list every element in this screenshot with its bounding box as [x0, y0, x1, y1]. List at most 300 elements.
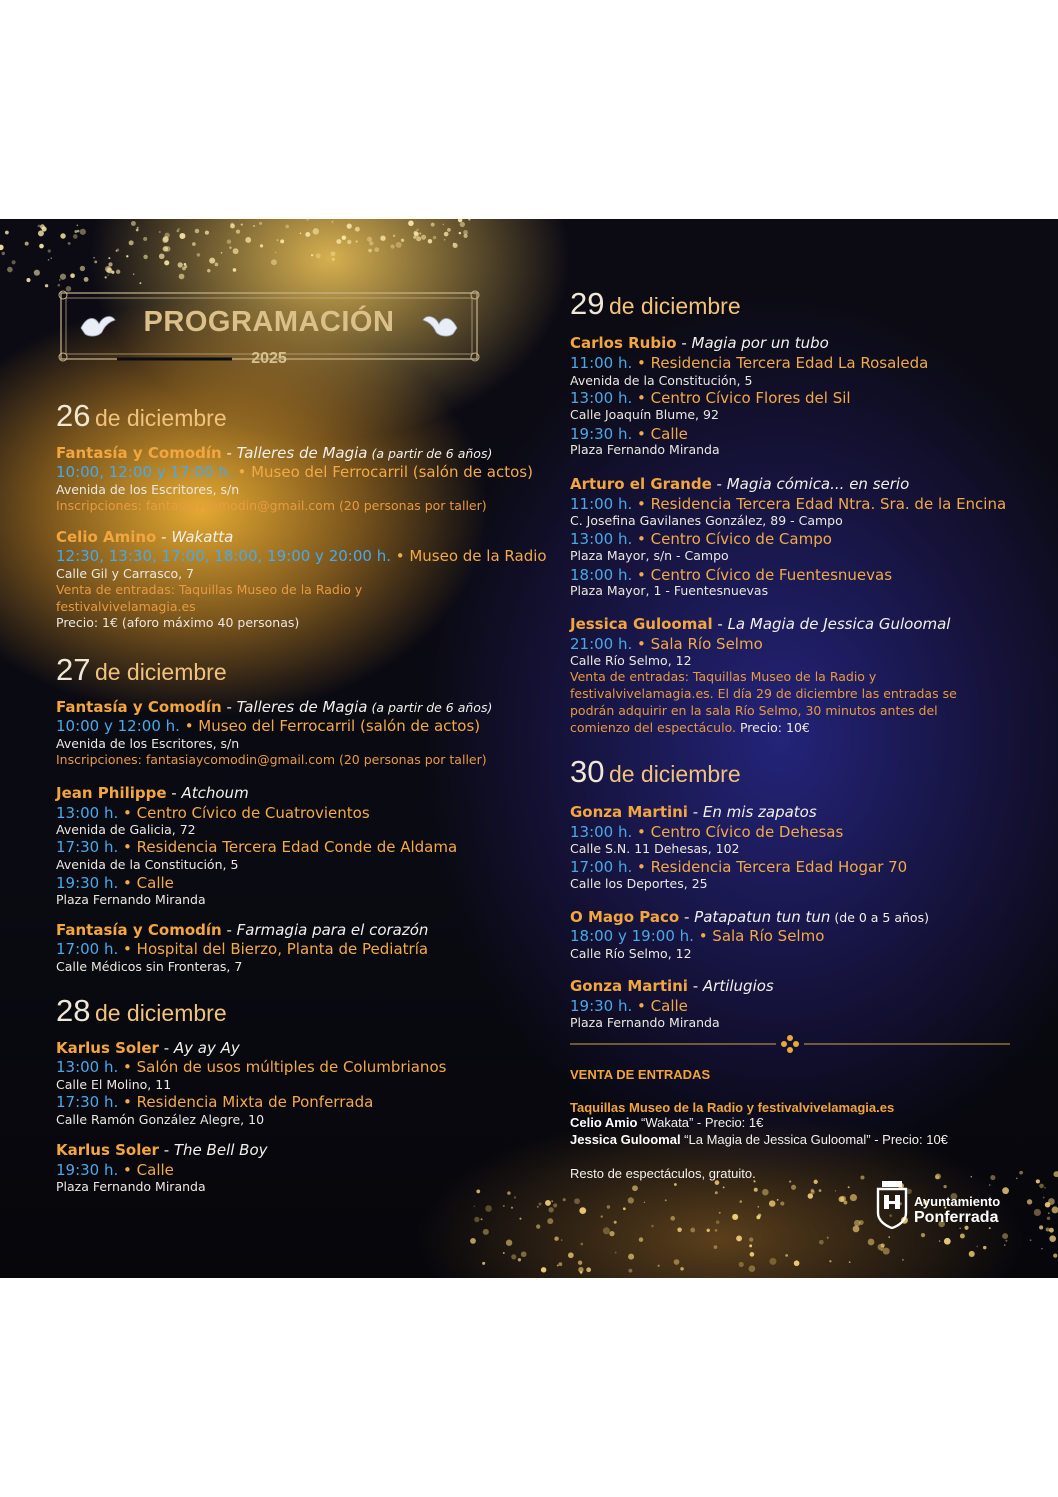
- event-time: 17:00 h. • Hospital del Bierzo, Planta de Pediatría: [56, 940, 429, 958]
- event-title: Karlus Soler - Ay ay Ay: [56, 1039, 240, 1057]
- sparkle-dot: [197, 253, 201, 257]
- sparkle-dot: [313, 228, 319, 234]
- sparkle-dot: [253, 225, 255, 227]
- sparkle-dot: [433, 236, 436, 239]
- event-title: Jessica Guloomal - La Magia de Jessica Guloomal: [570, 615, 951, 633]
- sparkle-dot: [859, 1220, 864, 1225]
- sparkle-dot: [259, 222, 262, 225]
- sparkle-dot: [944, 1238, 951, 1245]
- sparkle-dot: [628, 1254, 634, 1260]
- event-info: festivalvivelamagia.es. El día 29 de diciembre las entradas se: [570, 686, 957, 701]
- sparkle-dot: [860, 1175, 864, 1179]
- sparkle-dot: [1047, 1217, 1050, 1220]
- event-time: 13:00 h. • Centro Cívico de Campo: [570, 530, 832, 548]
- sparkle-dot: [45, 284, 48, 287]
- sparkle-dot: [586, 1267, 591, 1272]
- sparkle-dot: [331, 221, 333, 223]
- sparkle-dot: [460, 222, 465, 227]
- sparkle-dot: [601, 1215, 603, 1217]
- sparkle-dot: [547, 1218, 553, 1224]
- sparkle-dot: [749, 1237, 753, 1241]
- sparkle-dot: [615, 1252, 617, 1254]
- sparkle-dot: [723, 1187, 725, 1189]
- event-address: Calle Joaquín Blume, 92: [570, 407, 719, 422]
- sparkle-dot: [474, 1217, 479, 1222]
- event-time: 10:00 y 12:00 h. • Museo del Ferrocarril (salón de actos): [56, 717, 481, 735]
- sparkle-dot: [840, 1196, 846, 1202]
- sparkle-dot: [331, 251, 336, 256]
- day-heading-26: 26 de diciembre: [56, 398, 227, 433]
- sparkle-dot: [976, 1246, 978, 1248]
- sparkle-dot: [789, 1181, 791, 1183]
- sparkle-dot: [48, 259, 50, 261]
- sparkle-dot: [393, 234, 396, 237]
- sparkle-dot: [205, 231, 209, 235]
- sparkle-dot: [305, 232, 310, 237]
- sparkle-dot: [416, 236, 421, 241]
- sparkle-dot: [989, 1227, 991, 1229]
- sparkle-dot: [60, 233, 65, 238]
- sparkle-dot: [1049, 1228, 1054, 1233]
- event-address: Calle Médicos sin Fronteras, 7: [56, 959, 243, 974]
- sparkle-dot: [558, 1262, 562, 1266]
- sparkle-dot: [229, 247, 231, 249]
- event-time: 18:00 y 19:00 h. • Sala Río Selmo: [570, 927, 825, 945]
- event-time: 13:00 h. • Salón de usos múltiples de Columbrianos: [56, 1058, 447, 1076]
- event-address: Plaza Fernando Miranda: [56, 892, 206, 907]
- event-time: 19:30 h. • Calle: [56, 874, 174, 892]
- event-address: Avenida de la Constitución, 5: [56, 857, 239, 872]
- sparkle-dot: [277, 239, 279, 241]
- sparkle-dot: [959, 1228, 960, 1229]
- event-info: Inscripciones: fantasiaycomodin@gmail.com (20 personas por taller): [56, 498, 487, 513]
- sparkle-dot: [347, 224, 352, 229]
- sparkle-dot: [416, 229, 418, 231]
- sparkle-dot: [749, 1265, 756, 1272]
- sparkle-dot: [674, 1259, 680, 1265]
- sparkle-dot: [93, 257, 94, 258]
- sparkle-dot: [25, 242, 29, 246]
- event-address: C. Josefina Gavilanes González, 89 - Campo: [570, 513, 843, 528]
- sparkle-dot: [503, 1205, 505, 1207]
- sparkle-dot: [827, 1237, 829, 1239]
- sparkle-dot: [553, 1203, 557, 1207]
- sparkle-dot: [307, 219, 309, 221]
- sparkle-dot: [431, 223, 435, 227]
- sparkle-dot: [470, 1238, 476, 1244]
- event-time: 17:30 h. • Residencia Tercera Edad Conde de Aldama: [56, 838, 458, 856]
- sparkle-dot: [245, 237, 251, 243]
- sparkle-dot: [990, 1175, 995, 1180]
- sparkle-dot: [888, 1236, 890, 1238]
- sparkle-dot: [614, 1221, 617, 1224]
- sparkle-dot: [848, 1186, 850, 1188]
- sparkle-dot: [70, 273, 75, 278]
- sparkle-dot: [850, 1194, 857, 1201]
- sparkle-dot: [971, 1176, 972, 1177]
- sparkle-dot: [960, 1234, 965, 1239]
- sparkle-dot: [280, 239, 284, 243]
- tickets-heading: VENTA DE ENTRADAS: [570, 1067, 711, 1082]
- sparkle-dot: [758, 1214, 761, 1217]
- sparkle-dot: [5, 231, 9, 235]
- event-time: 21:00 h. • Sala Río Selmo: [570, 635, 763, 653]
- event-address: Plaza Fernando Miranda: [56, 1179, 206, 1194]
- sparkle-dot: [519, 1218, 521, 1220]
- sparkle-dot: [444, 239, 446, 241]
- sparkle-dot: [579, 1207, 586, 1214]
- sparkle-dot: [1036, 1179, 1040, 1183]
- logo-text: Ponferrada: [914, 1209, 999, 1226]
- sparkle-dot: [607, 1205, 610, 1208]
- sparkle-dot: [580, 1243, 583, 1246]
- event-address: Avenida de los Escritores, s/n: [56, 736, 240, 751]
- sparkle-dot: [131, 221, 136, 226]
- sparkle-dot: [39, 244, 44, 249]
- sparkle-dot: [503, 1252, 505, 1254]
- sparkle-dot: [444, 232, 449, 237]
- sparkle-dot: [541, 1267, 546, 1272]
- sparkle-dot: [1048, 1213, 1049, 1214]
- sparkle-dot: [209, 258, 215, 264]
- sparkle-dot: [819, 1189, 822, 1192]
- event-info: Inscripciones: fantasiaycomodin@gmail.com (20 personas por taller): [56, 752, 487, 767]
- sparkle-dot: [368, 249, 372, 253]
- event-time: 13:00 h. • Centro Cívico Flores del Sil: [570, 389, 851, 407]
- sparkle-dot: [921, 1233, 925, 1237]
- sparkle-dot: [336, 239, 341, 244]
- sparkle-dot: [1005, 1240, 1007, 1242]
- sparkle-dot: [271, 259, 277, 265]
- day-heading-27: 27 de diciembre: [56, 652, 227, 687]
- event-time: 19:30 h. • Calle: [570, 997, 688, 1015]
- sparkle-dot: [670, 1216, 675, 1221]
- sparkle-dot: [1044, 1187, 1046, 1189]
- city-crest-icon: [874, 1179, 910, 1229]
- sparkle-dot: [1053, 1254, 1057, 1258]
- sparkle-dot: [80, 266, 85, 271]
- program-poster: [0, 219, 1058, 1278]
- sparkle-dot: [159, 253, 165, 259]
- sparkle-dot: [749, 1244, 752, 1247]
- sparkle-dot: [574, 1198, 580, 1204]
- event-address: Calle Río Selmo, 12: [570, 653, 692, 668]
- sparkle-dot: [551, 1200, 553, 1202]
- sparkle-dot: [740, 1200, 743, 1203]
- sparkle-dot: [355, 240, 357, 242]
- event-address: Calle Río Selmo, 12: [570, 946, 692, 961]
- day-heading-30: 30 de diciembre: [570, 754, 741, 789]
- sparkle-dot: [139, 282, 141, 284]
- sparkle-dot: [1002, 1187, 1009, 1194]
- sparkle-dot: [0, 245, 4, 251]
- sparkle-dot: [77, 224, 79, 226]
- sparkle-dot: [762, 1189, 769, 1196]
- event-address: Calle El Molino, 11: [56, 1077, 172, 1092]
- event-title: Arturo el Grande - Magia cómica... en serio: [570, 475, 910, 493]
- sparkle-dot: [714, 1245, 718, 1249]
- sparkle-dot: [221, 252, 223, 254]
- sparkle-dot: [179, 274, 185, 280]
- sparkle-dot: [536, 1224, 540, 1228]
- sparkle-dot: [628, 1269, 632, 1273]
- sparkle-dot: [785, 1254, 788, 1257]
- sparkle-dot: [74, 230, 77, 233]
- sparkle-dot: [1019, 1171, 1023, 1175]
- sparkle-dot: [883, 1248, 890, 1255]
- sparkle-dot: [84, 277, 89, 282]
- sparkle-dot: [563, 1198, 566, 1201]
- sparkle-dot: [791, 1185, 796, 1190]
- sparkle-dot: [578, 1267, 583, 1272]
- sparkle-dot: [853, 1226, 860, 1233]
- sparkle-dot: [665, 1199, 667, 1201]
- sparkle-dot: [332, 258, 335, 261]
- sparkle-dot: [7, 267, 13, 273]
- event-address: Avenida de los Escritores, s/n: [56, 482, 240, 497]
- event-time: 11:00 h. • Residencia Tercera Edad Ntra. Sra. de la Encina: [570, 495, 1007, 513]
- event-address: Plaza Mayor, 1 - Fuentesnuevas: [570, 583, 769, 598]
- sparkle-dot: [849, 1261, 851, 1263]
- sparkle-dot: [347, 240, 351, 244]
- sparkle-dot: [674, 1183, 677, 1186]
- sparkle-dot: [628, 1197, 634, 1203]
- sparkle-dot: [390, 244, 394, 248]
- sparkle-dot: [485, 1205, 492, 1212]
- day-heading-28: 28 de diciembre: [56, 993, 227, 1028]
- sparkle-dot: [902, 1259, 903, 1260]
- event-title: Fantasía y Comodín - Talleres de Magia (a partir de 6 años): [56, 444, 493, 462]
- sparkle-dot: [12, 260, 16, 264]
- event-address: Plaza Fernando Miranda: [570, 1015, 720, 1030]
- event-price: Precio: 1€ (aforo máximo 40 personas): [56, 615, 300, 630]
- sparkle-dot: [227, 240, 231, 244]
- sparkle-dot: [179, 233, 185, 239]
- sparkle-dot: [732, 1214, 738, 1220]
- event-time: 13:00 h. • Centro Cívico de Dehesas: [570, 823, 844, 841]
- sparkle-dot: [707, 1229, 710, 1232]
- event-time: 19:30 h. • Calle: [570, 425, 688, 443]
- sparkle-dot: [413, 236, 416, 239]
- event-time: 10:00, 12:00 y 17:00 h. • Museo del Ferrocarril (salón de actos): [56, 463, 533, 481]
- sparkle-dot: [989, 1184, 991, 1186]
- sparkle-dot: [442, 224, 444, 226]
- sparkle-dot: [241, 223, 243, 225]
- event-title: Fantasía y Comodín - Talleres de Magia (a partir de 6 años): [56, 698, 493, 716]
- event-address: Calle los Deportes, 25: [570, 876, 708, 891]
- sparkle-dot: [447, 228, 451, 232]
- sparkle-dot: [507, 1191, 510, 1194]
- sparkle-dot: [754, 1188, 758, 1192]
- sparkle-dot: [178, 262, 183, 267]
- sparkle-dot: [603, 1227, 610, 1234]
- event-title: Celio Amino - Wakatta: [56, 528, 234, 546]
- sparkle-dot: [419, 232, 421, 234]
- tickets-line: Celio Amio “Wakata” - Precio: 1€: [570, 1115, 764, 1130]
- sparkle-dot: [126, 255, 128, 257]
- sparkle-dot: [939, 1240, 940, 1241]
- sparkle-dot: [511, 1207, 513, 1209]
- sparkle-dot: [736, 1236, 742, 1242]
- sparkle-dot: [969, 1251, 975, 1257]
- event-time: 12:30, 13:30, 17:00, 18:00, 19:00 y 20:00 h. • Museo de la Radio: [56, 547, 547, 565]
- sparkle-dot: [342, 235, 347, 240]
- event-time: 13:00 h. • Centro Cívico de Cuatrovientos: [56, 804, 370, 822]
- sparkle-dot: [680, 1267, 683, 1270]
- sparkle-dot: [814, 1180, 818, 1184]
- sparkle-dot: [715, 1229, 718, 1232]
- sparkle-dot: [780, 1202, 784, 1206]
- sparkle-dot: [476, 1190, 480, 1194]
- event-address: Calle S.N. 11 Dehesas, 102: [570, 841, 740, 856]
- event-time: 18:00 h. • Centro Cívico de Fuentesnuevas: [570, 566, 893, 584]
- event-time: 11:00 h. • Residencia Tercera Edad La Rosaleda: [570, 354, 929, 372]
- sparkle-dot: [1039, 1225, 1043, 1229]
- sparkle-dot: [133, 273, 135, 275]
- sparkle-dot: [108, 257, 110, 259]
- sparkle-dot: [129, 240, 134, 245]
- sparkle-dot: [1016, 1178, 1017, 1179]
- event-time: 19:30 h. • Calle: [56, 1161, 174, 1179]
- sparkle-dot: [769, 1200, 775, 1206]
- sparkle-dot: [794, 1260, 800, 1266]
- event-address: Avenida de Galicia, 72: [56, 822, 196, 837]
- sparkle-dot: [1027, 1199, 1032, 1204]
- sparkle-dot: [644, 1202, 645, 1203]
- sparkle-dot: [1048, 1198, 1055, 1205]
- sparkle-dot: [819, 1240, 824, 1245]
- sparkle-dot: [468, 219, 470, 221]
- sparkle-dot: [38, 225, 41, 228]
- event-time: 17:00 h. • Residencia Tercera Edad Hogar 70: [570, 858, 908, 876]
- sparkle-dot: [311, 254, 313, 256]
- sparkle-dot: [260, 244, 263, 247]
- sparkle-dot: [401, 239, 404, 242]
- free-shows-note: Resto de espectáculos, gratuito.: [570, 1166, 756, 1181]
- sparkle-dot: [506, 1240, 512, 1246]
- sparkle-dot: [557, 1264, 559, 1266]
- sparkle-dot: [769, 1258, 776, 1265]
- sparkle-dot: [690, 1228, 695, 1233]
- sparkle-dot: [758, 1206, 760, 1208]
- sparkle-dot: [458, 219, 463, 222]
- event-title: Carlos Rubio - Magia por un tubo: [570, 334, 829, 352]
- sparkle-dot: [369, 241, 373, 245]
- sparkle-dot: [215, 262, 219, 266]
- sparkle-dot: [165, 246, 171, 252]
- sparkle-dot: [367, 237, 372, 242]
- sparkle-dot: [453, 243, 455, 245]
- sparkle-dot: [192, 242, 196, 246]
- sparkle-dot: [609, 1231, 614, 1236]
- tickets-line: Jessica Guloomal “La Magia de Jessica Guloomal” - Precio: 10€: [570, 1132, 948, 1147]
- sparkle-dot: [1002, 1233, 1008, 1239]
- sparkle-dot: [811, 1189, 814, 1192]
- sparkle-dot: [380, 235, 385, 240]
- sparkle-dot: [1039, 1184, 1044, 1189]
- page-title: PROGRAMACIÓN: [143, 306, 395, 338]
- sparkle-dot: [561, 1239, 563, 1241]
- sparkle-dot: [177, 230, 180, 233]
- sparkle-dot: [48, 249, 51, 252]
- sparkle-dot: [537, 1206, 539, 1208]
- sparkle-dot: [463, 230, 468, 235]
- event-address: Calle Ramón González Alegre, 10: [56, 1112, 265, 1127]
- sparkle-dot: [421, 235, 426, 240]
- sparkle-dot: [578, 1261, 582, 1265]
- sparkle-dot: [677, 1227, 682, 1232]
- sparkle-dot: [42, 226, 47, 231]
- sparkle-dot: [657, 1265, 659, 1267]
- sparkle-dot: [2, 252, 5, 255]
- sparkle-dot: [518, 1258, 521, 1261]
- sparkle-dot: [1053, 1171, 1058, 1177]
- sparkle-dot: [750, 1252, 755, 1257]
- sparkle-dot: [1049, 1235, 1056, 1242]
- event-info: Venta de entradas: Taquillas Museo de la Radio y: [570, 669, 877, 684]
- sparkle-dot: [514, 1196, 516, 1198]
- event-address: Plaza Mayor, s/n - Campo: [570, 548, 729, 563]
- sparkle-dot: [60, 274, 66, 280]
- sparkle-dot: [521, 1251, 527, 1257]
- sparkle-dot: [716, 1220, 720, 1224]
- sparkle-dot: [1046, 1228, 1050, 1232]
- sparkle-dot: [374, 247, 379, 252]
- sparkle-dot: [632, 1185, 638, 1191]
- day-heading-29: 29 de diciembre: [570, 286, 741, 321]
- sparkle-dot: [34, 270, 40, 276]
- sparkle-dot: [739, 1262, 744, 1267]
- sparkle-dot: [554, 1237, 558, 1241]
- event-address: Calle Gil y Carrasco, 7: [56, 566, 195, 581]
- sparkle-dot: [164, 260, 169, 265]
- sparkle-dot: [58, 284, 61, 287]
- sparkle-dot: [59, 279, 60, 280]
- event-info: comienzo del espectáculo. Precio: 10€: [570, 720, 810, 735]
- sparkle-dot: [316, 253, 321, 258]
- sparkle-dot: [195, 229, 200, 234]
- sparkle-dot: [105, 266, 111, 272]
- sparkle-dot: [107, 274, 108, 275]
- sparkle-dot: [777, 1199, 779, 1201]
- sparkle-dot: [1034, 1209, 1041, 1216]
- event-address: Avenida de la Constitución, 5: [570, 373, 753, 388]
- tickets-line: Taquillas Museo de la Radio y festivalvivelamagia.es: [570, 1100, 895, 1115]
- sparkle-dot: [233, 268, 237, 272]
- sparkle-dot: [1030, 1239, 1032, 1241]
- sparkle-dot: [68, 242, 71, 245]
- sparkle-dot: [51, 258, 52, 259]
- sparkle-dot: [538, 1202, 541, 1205]
- event-info: podrán adquirir en la sala Río Selmo, 30 minutos antes del: [570, 703, 938, 718]
- sparkle-dot: [428, 239, 433, 244]
- logo-text: Ayuntamiento: [914, 1194, 1001, 1209]
- sparkle-dot: [943, 1185, 946, 1188]
- sparkle-dot: [111, 271, 114, 274]
- event-title: Gonza Martini - Artilugios: [570, 977, 774, 995]
- event-title: Gonza Martini - En mis zapatos: [570, 803, 817, 821]
- sparkle-dot: [143, 255, 147, 259]
- sparkle-dot: [1041, 1248, 1042, 1249]
- sparkle-dot: [137, 227, 139, 229]
- sparkle-dot: [116, 270, 120, 274]
- event-title: Fantasía y Comodín - Farmagia para el corazón: [56, 921, 429, 939]
- sparkle-dot: [285, 225, 289, 229]
- sparkle-dot: [236, 229, 240, 233]
- sparkle-dot: [275, 252, 277, 254]
- sparkle-dot: [1052, 1206, 1058, 1213]
- sparkle-dot: [1043, 1197, 1045, 1199]
